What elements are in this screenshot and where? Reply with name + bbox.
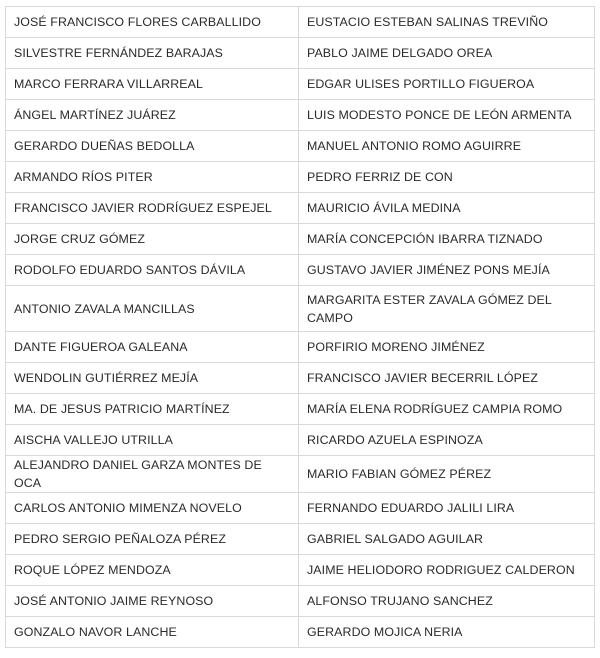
table-cell: MARÍA CONCEPCIÓN IBARRA TIZNADO [299,224,595,255]
table-row [6,524,595,555]
table-cell: RICARDO AZUELA ESPINOZA [299,425,595,456]
table-cell: ARMANDO RÍOS PITER [6,162,299,193]
table-cell: MANUEL ANTONIO ROMO AGUIRRE [299,131,595,162]
table-cell: WENDOLIN GUTIÉRREZ MEJÍA [6,363,299,394]
table-cell: JOSÉ FRANCISCO FLORES CARBALLIDO [6,7,299,38]
table-cell: ALEJANDRO DANIEL GARZA MONTES DE OCA [6,456,299,493]
table-cell: ANTONIO ZAVALA MANCILLAS [6,286,299,332]
names-table-container [5,6,594,648]
table-row [6,493,595,524]
table-cell: DANTE FIGUEROA GALEANA [6,332,299,363]
table-cell: ALFONSO TRUJANO SANCHEZ [299,586,595,617]
table-row [6,332,595,363]
table-row [6,224,595,255]
table-row [6,586,595,617]
table-cell: GUSTAVO JAVIER JIMÉNEZ PONS MEJÍA [299,255,595,286]
table-cell: GABRIEL SALGADO AGUILAR [299,524,595,555]
table-cell: JOSÉ ANTONIO JAIME REYNOSO [6,586,299,617]
table-cell: GONZALO NAVOR LANCHE [6,617,299,648]
table-cell: FRANCISCO JAVIER BECERRIL LÓPEZ [299,363,595,394]
table-row [6,38,595,69]
table-cell: GERARDO DUEÑAS BEDOLLA [6,131,299,162]
table-row [6,162,595,193]
table-cell: JAIME HELIODORO RODRIGUEZ CALDERON [299,555,595,586]
table-cell: JORGE CRUZ GÓMEZ [6,224,299,255]
table-cell: GERARDO MOJICA NERIA [299,617,595,648]
table-cell: PEDRO SERGIO PEÑALOZA PÉREZ [6,524,299,555]
table-row [6,69,595,100]
table-row [6,456,595,493]
table-row [6,255,595,286]
table-cell: FERNANDO EDUARDO JALILI LIRA [299,493,595,524]
table-cell: MARIO FABIAN GÓMEZ PÉREZ [299,456,595,493]
table-cell: ÁNGEL MARTÍNEZ JUÁREZ [6,100,299,131]
table-cell: EDGAR ULISES PORTILLO FIGUEROA [299,69,595,100]
table-cell: EUSTACIO ESTEBAN SALINAS TREVIÑO [299,7,595,38]
table-cell: AISCHA VALLEJO UTRILLA [6,425,299,456]
table-row [6,394,595,425]
table-cell: SILVESTRE FERNÁNDEZ BARAJAS [6,38,299,69]
table-cell: PORFIRIO MORENO JIMÉNEZ [299,332,595,363]
names-table [5,6,595,648]
table-row [6,286,595,332]
table-cell: PABLO JAIME DELGADO OREA [299,38,595,69]
table-cell: MARÍA ELENA RODRÍGUEZ CAMPIA ROMO [299,394,595,425]
table-cell: MAURICIO ÁVILA MEDINA [299,193,595,224]
table-row [6,193,595,224]
table-row [6,555,595,586]
table-cell: ROQUE LÓPEZ MENDOZA [6,555,299,586]
table-row [6,100,595,131]
table-row [6,7,595,38]
table-cell: CARLOS ANTONIO MIMENZA NOVELO [6,493,299,524]
table-cell: MARCO FERRARA VILLARREAL [6,69,299,100]
table-cell: MARGARITA ESTER ZAVALA GÓMEZ DEL CAMPO [299,286,595,332]
table-cell: LUIS MODESTO PONCE DE LEÓN ARMENTA [299,100,595,131]
table-cell: PEDRO FERRIZ DE CON [299,162,595,193]
table-cell: FRANCISCO JAVIER RODRÍGUEZ ESPEJEL [6,193,299,224]
table-row [6,425,595,456]
table-cell: MA. DE JESUS PATRICIO MARTÍNEZ [6,394,299,425]
table-cell: RODOLFO EDUARDO SANTOS DÁVILA [6,255,299,286]
table-row [6,617,595,648]
table-row [6,363,595,394]
table-row [6,131,595,162]
